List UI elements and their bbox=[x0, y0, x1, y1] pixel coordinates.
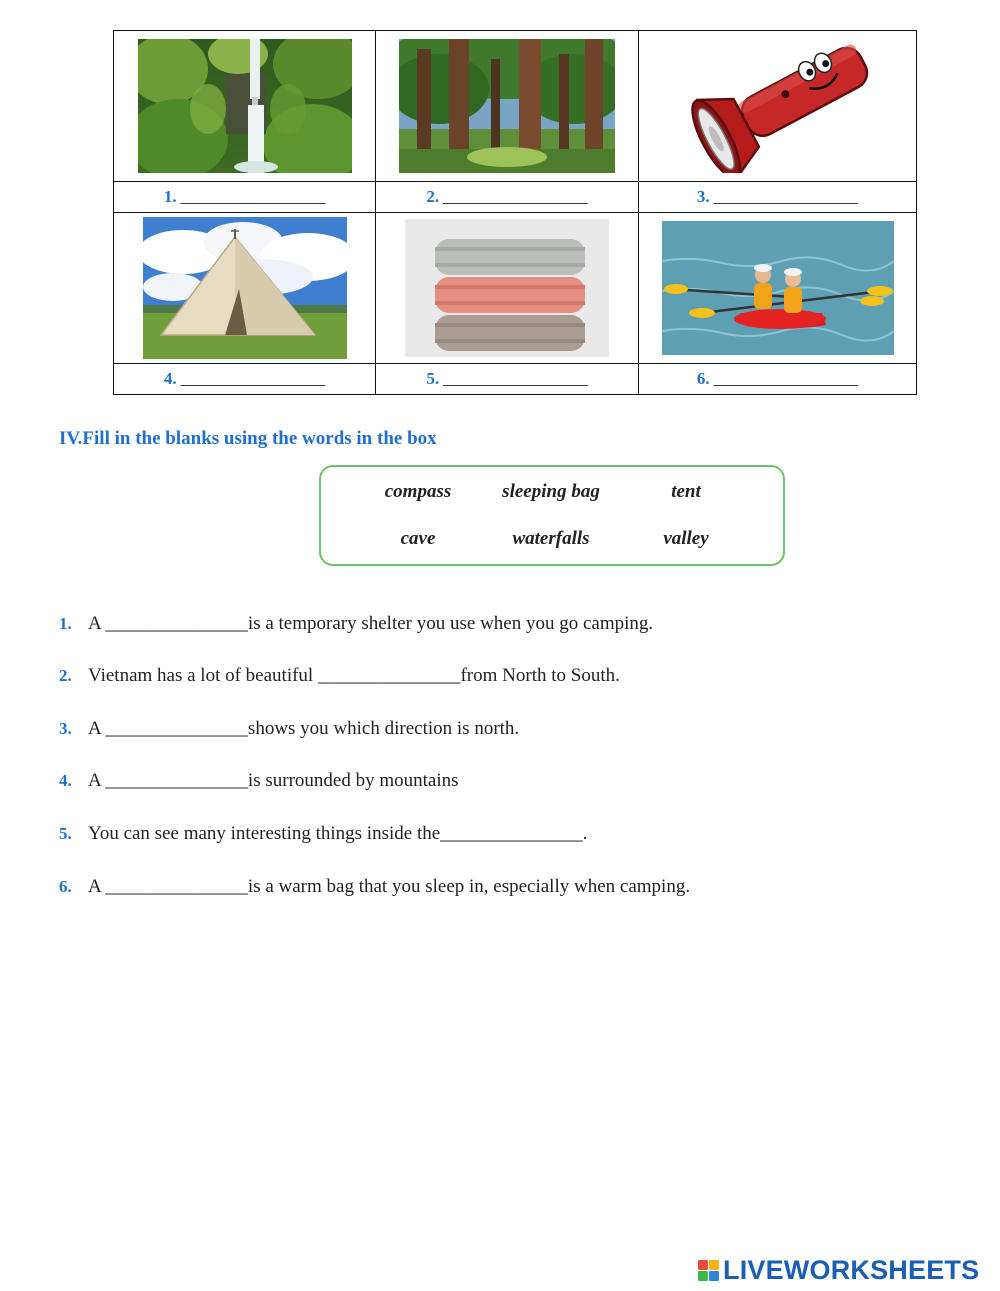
forest-image bbox=[399, 39, 615, 173]
towels-image bbox=[405, 219, 609, 357]
grid-number-3: 3. bbox=[696, 187, 710, 206]
logo-square-green bbox=[698, 1271, 708, 1281]
grid-label-5 bbox=[376, 364, 639, 395]
answer-blank-5[interactable]: _________________ bbox=[443, 369, 588, 388]
grid-number-2: 2. bbox=[426, 187, 440, 206]
sentence-number-2: 2. bbox=[59, 666, 72, 685]
sentence-6 bbox=[59, 876, 690, 898]
answer-blank-4[interactable]: _________________ bbox=[180, 369, 326, 388]
grid-number-1: 1. bbox=[163, 187, 177, 206]
word-tent: tent bbox=[671, 481, 701, 502]
grid-label-3 bbox=[639, 182, 917, 213]
tent-image bbox=[143, 217, 347, 359]
grid-label-1 bbox=[114, 182, 376, 213]
waterfall-image bbox=[138, 39, 352, 173]
sentence-number-4: 4. bbox=[59, 771, 72, 790]
section-heading: IV.Fill in the blanks using the words in the box bbox=[59, 428, 437, 449]
sentence-number-6: 6. bbox=[59, 877, 72, 896]
grid-cell-image-4 bbox=[114, 213, 376, 364]
grid-label-6 bbox=[639, 364, 917, 395]
word-box bbox=[319, 465, 785, 566]
grid-cell-image-1 bbox=[114, 31, 376, 182]
sentence-text-3[interactable]: A _______________shows you which direction is north. bbox=[88, 718, 520, 739]
grid-label-2 bbox=[376, 182, 639, 213]
sentence-text-2[interactable]: Vietnam has a lot of beautiful _______________from North to South. bbox=[88, 665, 620, 686]
grid-cell-image-5 bbox=[376, 213, 639, 364]
grid-number-4: 4. bbox=[163, 369, 177, 388]
answer-blank-6[interactable]: _________________ bbox=[713, 369, 859, 388]
word-waterfalls: waterfalls bbox=[512, 528, 590, 549]
logo-square-yellow bbox=[709, 1260, 719, 1270]
sentence-text-5[interactable]: You can see many interesting things inside the_______________. bbox=[88, 823, 588, 844]
answer-blank-1[interactable]: _________________ bbox=[180, 187, 326, 206]
grid-number-5: 5. bbox=[426, 369, 440, 388]
logo-text: LIVEWORKSHEETS bbox=[723, 1254, 980, 1285]
grid-cell-image-6 bbox=[639, 213, 917, 364]
sentence-2 bbox=[59, 665, 620, 687]
sentence-text-4[interactable]: A _______________is surrounded by mountains bbox=[88, 770, 459, 791]
logo-square-red bbox=[698, 1260, 708, 1270]
kayak-image bbox=[662, 221, 894, 355]
sentence-number-3: 3. bbox=[59, 719, 72, 738]
grid-number-6: 6. bbox=[696, 369, 710, 388]
logo-square-blue bbox=[709, 1271, 719, 1281]
logo-mark-icon bbox=[698, 1260, 719, 1281]
answer-blank-2[interactable]: _________________ bbox=[443, 187, 588, 206]
word-compass: compass bbox=[384, 481, 452, 502]
sentence-number-1: 1. bbox=[59, 614, 72, 633]
sentence-5 bbox=[59, 823, 587, 845]
word-cave: cave bbox=[400, 528, 436, 549]
sentence-text-6[interactable]: A _______________is a warm bag that you sleep in, especially when camping. bbox=[88, 876, 691, 897]
sentence-4 bbox=[59, 770, 459, 792]
sentence-1 bbox=[59, 613, 653, 635]
sentence-3 bbox=[59, 718, 519, 740]
picture-grid bbox=[113, 30, 917, 395]
answer-blank-3[interactable]: _________________ bbox=[713, 187, 859, 206]
sentence-number-5: 5. bbox=[59, 824, 72, 843]
grid-cell-image-2 bbox=[376, 31, 639, 182]
sentence-text-1[interactable]: A _______________is a temporary shelter you use when you go camping. bbox=[88, 613, 654, 634]
word-valley: valley bbox=[663, 528, 709, 549]
grid-cell-image-3 bbox=[639, 31, 917, 182]
liveworksheets-logo bbox=[698, 1255, 979, 1285]
word-sleeping-bag: sleeping bag bbox=[502, 481, 600, 502]
flashlight-image bbox=[680, 39, 876, 173]
grid-label-4 bbox=[114, 364, 376, 395]
